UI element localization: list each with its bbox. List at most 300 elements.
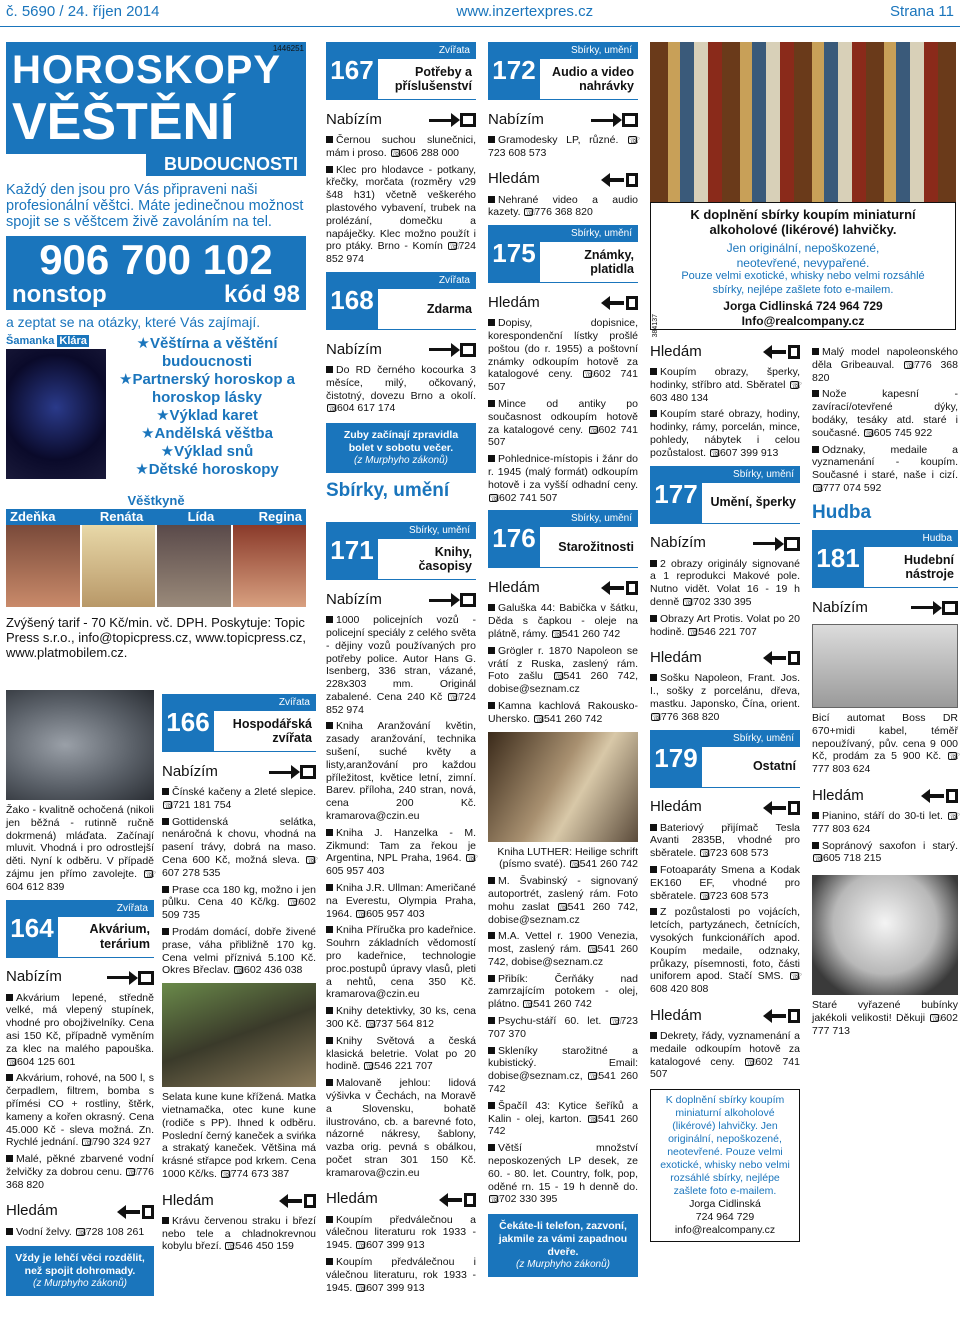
parrot-ad: Žako - kvalitně ochočená (nikoli jen běžná - rutinně ručně dokrmená) mláďata. Začínají mluvit. Vhodná i pro odrostlejší děti. Nyní k odběru. V případě zájmu jen přímo zavolejte.	[6, 804, 154, 880]
phone[interactable]: 721 181 754	[173, 798, 232, 811]
phone-icon: ☏	[127, 1166, 139, 1177]
classified-item: Knihy detektivky, 30 ks, cena 300 Kč.	[326, 1005, 476, 1031]
phone[interactable]: 777 803 624	[812, 763, 871, 776]
drum-machine-photo	[812, 624, 958, 708]
classified-item: Větší množství neposkozených LP desek, ze 60. - 80. let. Country, folk, pop, oděné rn. 15 - 19 h denně do.	[488, 1142, 638, 1193]
phone-icon: ☏	[490, 1194, 502, 1205]
rubric-175: 175 Sbírky, umění Známky, platidla	[488, 225, 638, 283]
offer-heading: Nabízím	[326, 110, 382, 128]
classified-item: Mince od antiky po současnost odkoupím hotově za katalogové ceny.	[488, 397, 638, 436]
wanted-arrow-icon	[117, 1205, 154, 1219]
rubric-166: 166 Zvířata Hospodářská zvířata	[162, 694, 316, 752]
rubric-176: 176 Sbírky, umění Starožitnosti	[488, 510, 638, 568]
bullet-icon	[650, 615, 657, 622]
classified-item: Kniha Příručka pro kadeřnice. Souhrn základních vědomostí pro kadeřnice, technologie proc.postupů úpravy vlasů, pleti a nehtů, cena 350 Kč. kramarova@czin.eu	[326, 924, 476, 1001]
bullet-icon	[650, 368, 657, 375]
horoscope-title-block	[6, 42, 306, 154]
phone[interactable]: 777 803 624	[812, 822, 871, 835]
phone-icon: ☏	[357, 1282, 369, 1293]
nonstop-label: nonstop	[12, 280, 107, 308]
offer-arrow-icon	[269, 765, 316, 779]
bullet-icon	[162, 788, 169, 795]
classified-item: Malé, pěkné zbarvené vodní želvičky za dobrou cenu.	[6, 1153, 154, 1178]
shaman-name: Klára	[59, 335, 87, 348]
phone[interactable]: 602 741 507	[488, 368, 638, 394]
classified-item: 2 obrazy originály signované a 1 reprodukci Makové pole. Nutno vidět. Volat 16 - 19 h denně	[650, 557, 800, 608]
bullet-icon	[326, 366, 333, 373]
classified-item: Akvárium lepené, středně velké, má vlepený stupínek, vhodné pro obojživelníky. Cena asi 150 Kč, případně vyměním za klec na malého papouška.	[6, 991, 154, 1055]
service-item: ★Výklad karet	[156, 407, 258, 425]
phone[interactable]: 541 260 742	[533, 998, 592, 1011]
classified-item: Staré vyřazené bubínky jakékoli velikosti! Děkuji	[812, 999, 958, 1024]
offer-heading: Nabízím	[488, 110, 544, 128]
offer-arrow-icon	[429, 113, 476, 127]
classified-item: Špačíl 43: Kytice šeříků a Kalin - olej, karton.	[488, 1099, 638, 1125]
classified-item: Přibík: Čerňáky nad zamrzajícím potokem - olej, plátno.	[488, 972, 638, 1011]
wanted-heading: Hledám	[650, 649, 702, 667]
phone[interactable]: 723 608 573	[488, 146, 547, 159]
classified-item: Kniha J. Hanzelka - M. Zikmund: Tam za řekou je Argentina, NPL Praha, 1964.	[326, 826, 476, 865]
bullet-icon	[650, 410, 657, 417]
miniature-bottles-ad	[650, 202, 956, 330]
wanted-heading: Hledám	[488, 170, 540, 188]
site-url[interactable]: www.inzertexpres.cz	[456, 2, 594, 20]
rubric-179: 179 Sbírky, umění Ostatní	[650, 730, 800, 788]
phone-icon: ☏	[949, 751, 960, 762]
classified-item: Nože kapesní - zavírací/otevřené dýky, bodáky, tesáky atd. staré i současné.	[812, 388, 958, 439]
wanted-heading: Hledám	[650, 342, 702, 360]
teller-name: Regina	[258, 508, 302, 524]
phone-icon: ☏	[949, 810, 960, 821]
classified-item: Dopisy, dopisnice, korespondenční lístky prošlé poštou (do r. 1955) a poštovní známky odkoupím hotově za katalogové ceny.	[488, 317, 638, 381]
teller-photos	[6, 525, 306, 607]
rubric-171: 171 Sbírky, umění Knihy, časopisy	[326, 522, 476, 580]
classified-item: Pohlednice-místopis i žánr do r. 1945 (malý formát) odkoupím hotově i za vyšší odhadní ceny.	[488, 453, 638, 491]
teller-photo	[6, 525, 80, 607]
rubric-title: Akvárium, terárium	[89, 922, 150, 951]
horoscope-lead: Každý den jsou pro Vás připraveni naši profesionální věštci. Máte jedinečnou možnost spojit se s věštcem živě zavoláním na tel.	[6, 181, 304, 230]
phone-icon: ☏	[534, 713, 547, 724]
bullet-icon	[812, 842, 819, 849]
classified-item: Dekrety, řády, vyznamenání a medaile odkoupím hotově za katalogové ceny.	[650, 1029, 800, 1068]
page-header	[0, 0, 960, 24]
phone-icon: ☏	[83, 1137, 95, 1148]
classified-item: Do RD černého kocourka 3 měsíce, milý, očkovaný, čistotný, dovezu Brno a okolí.	[326, 363, 476, 402]
phone-icon: ☏	[589, 1071, 601, 1082]
ad-line: Jorga Cidlinská 724 964 729	[723, 299, 883, 314]
phone-icon: ☏	[467, 853, 479, 864]
phone-icon: ☏	[814, 482, 826, 493]
phone-icon: ☏	[558, 901, 570, 912]
horoscope-title: HOROSKOPY	[12, 48, 282, 92]
quote-box: Vždy je lehčí věci rozdělit, než spojit dohromady. (z Murphyho zákonů)	[6, 1246, 154, 1296]
section-spacer	[326, 502, 476, 516]
phone-icon: ☏	[307, 854, 319, 865]
bullet-icon	[162, 818, 169, 825]
phone-icon: ☏	[584, 369, 596, 380]
service-item: ★Partnerský horoskop a horoskop lásky	[118, 371, 295, 407]
phone-icon: ☏	[8, 1056, 20, 1067]
phone-icon: ☏	[791, 971, 803, 982]
column-records-antiques	[488, 38, 641, 1326]
phone[interactable]: 604 612 839	[6, 880, 65, 893]
service-list	[108, 335, 306, 479]
snare-drum-photo	[812, 875, 958, 995]
phone-icon: ☏	[652, 711, 664, 722]
column-art-jewelry	[650, 336, 803, 1326]
phone[interactable]: 607 399 913	[366, 1239, 425, 1252]
bottles-photo	[650, 42, 956, 202]
classified-item: Prodám domácí, dobře živené prase, váha přibližně 170 kg. Cena velmi příznivá 5.100 Kč. Okres Břeclav.	[162, 925, 316, 977]
phone-icon: ☏	[689, 626, 701, 637]
classified-item: Sopránový saxofon i starý.	[822, 839, 958, 852]
phone-icon: ☏	[357, 1240, 369, 1251]
phone-icon: ☏	[221, 1168, 234, 1179]
teller-name: Lída	[187, 508, 215, 524]
bullet-icon	[488, 400, 495, 407]
classified-item: Akvárium, rohové, na 500 l, s čerpadlem, filtrem, bomba s přímési CO + rostliny, štěrk, kameny a kořen okrasný. Cena 45.000 Kč - sleva možná. Zn. Rychlé jednání.	[6, 1072, 154, 1149]
phone[interactable]: 604 125 601	[17, 1055, 76, 1068]
phone[interactable]: 546 221 707	[698, 625, 757, 638]
phone[interactable]: 776 368 820	[6, 1165, 154, 1191]
offer-heading: Nabízím	[6, 968, 154, 988]
classified-item: M.A. Vettel r. 1900 Venezia, most, zaslený rám.	[488, 930, 638, 956]
bullet-icon	[488, 319, 495, 326]
phone[interactable]: 776 368 820	[812, 358, 958, 384]
ask-text: a zeptat se na otázky, které Vás zajímají.	[6, 313, 261, 330]
wanted-heading: Hledám	[162, 1191, 316, 1211]
bullet-icon	[326, 1037, 333, 1044]
fortune-title: VĚŠTĚNÍ	[12, 92, 235, 151]
service-item: ★Věštírna a věštění budoucnosti	[136, 335, 278, 371]
phone[interactable]: 723 608 573	[710, 889, 769, 902]
piglets-photo	[162, 983, 316, 1087]
classified-item: Malovaně jehlou: lidová výšivka v Čechách, na Moravě a Slovensku, bohatě ilustrováno, cb. a barevné foto, názorné nákresy, šablony, vazba orig. pevná s obálkou, počet stran 301 150 Kč. kramarova@czin.eu	[326, 1077, 476, 1179]
classified-item: Kniha J.R. Ullman: Američané na Everestu, Olympia Praha, 1964.	[326, 882, 476, 920]
phone[interactable]: 723 608 573	[710, 847, 769, 860]
horoscope-ad	[6, 42, 306, 677]
photo-caption: Kniha LUTHER: Heilige schrift (písmo svaté).	[497, 845, 638, 871]
classified-item: Grögler r. 1870 Napoleon se vrátí z Ruska, zaslený rám. Foto zašlu	[488, 644, 638, 683]
phone[interactable]: 602 777 713	[812, 1011, 958, 1037]
phone-icon: ☏	[746, 1056, 758, 1067]
bullet-icon	[488, 1144, 495, 1151]
shaman-label: Šamanka	[6, 335, 55, 348]
phone[interactable]: 602 741 507	[499, 491, 558, 504]
phone[interactable]: 541 260 742	[488, 1112, 638, 1138]
column-farm-animals	[162, 688, 319, 1326]
classified-item: Gramodesky LP, různé.	[498, 134, 619, 146]
bullet-icon	[326, 926, 333, 933]
phone-icon: ☏	[391, 147, 403, 158]
rubric-number: 164	[6, 901, 58, 957]
offer-arrow-icon	[107, 971, 154, 985]
phone[interactable]: 774 673 387	[230, 1167, 290, 1180]
bullet-icon	[326, 616, 333, 623]
teller-name: Zdeňka	[10, 508, 56, 524]
phone-icon: ☏	[289, 897, 301, 908]
classified-item: Odznaky, medaile a vyznamenání - koupím. Současné i staré, naše i cizí.	[812, 443, 958, 482]
phone[interactable]: 605 718 215	[823, 852, 882, 865]
issue-label: č. 5690 / 24. říjen 2014	[6, 2, 160, 20]
classified-item: Čínské kačeny a 2leté slepice.	[172, 786, 316, 798]
bullet-icon	[6, 994, 13, 1001]
phone-number[interactable]: 906 700 102	[39, 235, 273, 283]
ad-line: Jen originální, nepoškozené,	[726, 241, 880, 255]
phone[interactable]: 607 278 535	[162, 866, 221, 879]
teller-photo	[157, 525, 231, 607]
phone[interactable]: 546 450 159	[235, 1240, 294, 1253]
offer-heading: Nabízím	[162, 762, 316, 782]
ad-line: sbírky, nejlépe zašlete foto e-mailem.	[712, 283, 894, 296]
phone-icon: ☏	[791, 379, 803, 390]
quote-box: Čekáte-li telefon, zazvoní, jakmile za vámi zapadnou dveře. (z Murphyho zákonů)	[488, 1214, 638, 1277]
phone-icon: ☏	[552, 628, 565, 639]
phone-icon: ☏	[525, 207, 537, 218]
ad-id: 384137	[652, 314, 659, 338]
bullet-icon	[812, 446, 819, 453]
phone[interactable]: 776 368 820	[534, 206, 593, 219]
bullet-icon	[488, 647, 495, 654]
bullet-icon	[326, 166, 333, 173]
phone-icon: ☏	[164, 799, 176, 810]
teller-name: Renáta	[99, 508, 144, 524]
phone[interactable]: 608 420 808	[650, 983, 709, 996]
phone[interactable]: 541 260 742	[488, 1070, 638, 1096]
bullet-icon	[488, 932, 495, 939]
bullet-icon	[488, 1102, 495, 1109]
phone-icon: ☏	[490, 492, 502, 503]
classified-item: Bicí automat Boss DR 670+midi kabel, téměř nepoužívaný, pův. cena 9 000 Kč, prodám za 5 900 Kč.	[812, 711, 958, 763]
wanted-heading: Hledám	[488, 294, 540, 312]
phone[interactable]: 605 957 403	[326, 865, 385, 878]
section-title: Hudba	[812, 501, 872, 523]
phone[interactable]: 602 436 038	[244, 964, 303, 977]
phone[interactable]: 602 509 735	[162, 896, 316, 922]
code-label: kód 98	[223, 280, 300, 308]
offer-heading: Nabízím	[326, 590, 382, 608]
phone-icon: ☏	[701, 890, 713, 901]
bullet-icon	[326, 136, 333, 143]
phone-icon: ☏	[710, 447, 723, 458]
phone[interactable]: 776 368 820	[661, 710, 720, 723]
classified-item: Klec pro hlodavce - potkany, křečky, morčata (rozměry v29 š48 h31) včetně veškerého plastového vybavení, trubek na prolézání, domečku a napáječky. Klec možno použít i pro ptáky. Brno - Komín	[326, 163, 476, 253]
bullet-icon	[488, 975, 495, 982]
phone-icon: ☏	[629, 135, 641, 145]
classified-item: Koupím obrazy, šperky, hodinky, stříbro atd. Sběratel	[650, 366, 800, 391]
wanted-heading: Hledám	[6, 1202, 154, 1222]
phone[interactable]: 603 480 134	[650, 391, 709, 404]
phone[interactable]: 602 741 507	[488, 423, 638, 449]
wanted-heading: Hledám	[326, 1190, 378, 1208]
bullet-icon	[162, 886, 169, 893]
phone-icon: ☏	[365, 1061, 377, 1072]
rubric-177: 177 Sbírky, umění Umění, šperky	[650, 466, 800, 524]
horoscope-footer: Zvýšený tarif - 70 Kč/min. vč. DPH. Poskytuje: Topic Press s.r.o., info@topicpress.cz, www.topicpress.cz, www.platmobilem.cz.	[6, 614, 307, 660]
phone[interactable]: 541 260 742	[561, 627, 621, 640]
phone[interactable]: 607 399 913	[366, 1281, 425, 1294]
bullet-icon	[162, 1217, 169, 1224]
phone[interactable]: 724 852 974	[326, 690, 476, 716]
section-title: Sbírky, umění	[326, 479, 450, 501]
bullet-icon	[488, 455, 495, 462]
rubric-172: 172 Sbírky, umění Audio a video nahrávky	[488, 42, 638, 100]
rubric-category: Zvířata	[58, 901, 154, 917]
quote-box: Zuby začínají zpravidla bolet v sobotu večer. (z Murphyho zákonů)	[326, 423, 476, 473]
offer-heading: Nabízím	[326, 340, 382, 358]
bullet-icon	[488, 1017, 495, 1024]
phone[interactable]: 790 324 927	[92, 1136, 151, 1149]
bullet-icon	[812, 812, 819, 819]
bullet-icon	[812, 348, 819, 355]
phone[interactable]: 541 260 742, dobise@seznam.cz	[488, 670, 638, 696]
ad-email[interactable]: info@realcompany.cz	[674, 1224, 776, 1237]
phone[interactable]: 724 852 974	[326, 240, 476, 266]
classified-item: 1000 policejních vozů - policejní speciály z celého světa - dějiny vozů používaných pro potřeby police. Autor Hans G. Isenberg, 336 stran, vázané, 228x303 mm. Originál zabalené. Cena 240 Kč	[326, 614, 476, 703]
bullet-icon	[488, 702, 495, 709]
ad-line: neotevřené, nevypařené.	[736, 255, 870, 270]
classified-item: Fotoaparáty Smena a Kodak EK160 EF, vhodné pro sběratele.	[650, 863, 800, 902]
header-rule	[0, 26, 960, 27]
column-music	[812, 336, 958, 1326]
wanted-heading: Hledám	[812, 786, 864, 804]
phone-icon: ☏	[931, 1012, 943, 1023]
classified-item: Gottidenská selátka, nenáročná k chovu, vhodná na pasení trávy, dobrá na maso. Cena 600 Kč, možná sleva.	[162, 815, 316, 866]
bullet-icon	[650, 824, 657, 831]
phone[interactable]: 606 288 000	[400, 146, 460, 159]
bullet-icon	[488, 877, 495, 884]
bullet-icon	[650, 866, 657, 873]
phone-icon: ☏	[76, 1226, 89, 1237]
classified-item: Koupím předválečnou a válečnou literaturu rok 1933 - 1945.	[326, 1213, 476, 1252]
teller-photo	[82, 525, 156, 607]
bullet-icon	[6, 1228, 13, 1235]
phone-icon: ☏	[366, 1019, 378, 1030]
bullet-icon	[326, 884, 333, 891]
classified-item: Krávu červenou straku i březí nebo tele a chladnokrevnou kobylu březí.	[162, 1214, 316, 1253]
phone[interactable]: 737 564 812	[375, 1018, 434, 1031]
classified-item: Sošku Napoleon, Frant. Jos. I., sošky z porcelánu, dřeva, mastku. Japonsko, Čína, orient.	[650, 672, 800, 710]
future-label: BUDOUCNOSTI	[146, 154, 306, 176]
fortune-tellers-label: Věštkyně	[127, 493, 185, 509]
phone-icon: ☏	[611, 1016, 623, 1027]
phone[interactable]: 602 741 507	[650, 1055, 800, 1081]
bullet-icon	[488, 1047, 495, 1054]
phone[interactable]: 723 707 370	[488, 1015, 638, 1040]
phone-icon: ☏	[905, 359, 917, 370]
phone[interactable]: 607 399 913	[719, 446, 779, 459]
bullet-icon	[488, 136, 495, 143]
ad-line: Pouze velmi exotické, whisky nebo velmi rozsáhlé	[681, 270, 925, 283]
bullet-icon	[488, 604, 495, 611]
service-item: ★Dětské horoskopy	[135, 461, 279, 479]
service-item: ★Výklad snů	[160, 443, 254, 461]
offer-heading: Nabízím	[650, 534, 706, 552]
phone-icon: ☏	[226, 1241, 238, 1252]
rubric-168: 168 Zvířata Zdarma	[326, 272, 476, 330]
phone[interactable]: 541 260 742, dobise@seznam.cz	[488, 943, 638, 968]
bullet-icon	[326, 1079, 333, 1086]
phone-block	[6, 236, 306, 310]
phone[interactable]: 604 617 174	[337, 402, 396, 415]
phone-icon: ☏	[328, 403, 340, 414]
phone-icon: ☏	[588, 944, 600, 955]
shaman-photo	[6, 349, 106, 479]
rubric-164	[6, 900, 154, 958]
phone-icon: ☏	[570, 859, 582, 870]
phone-icon: ☏	[357, 908, 369, 919]
rubric-181: 181 Hudba Hudební nástroje	[812, 530, 958, 588]
phone[interactable]: 605 745 922	[873, 426, 933, 439]
phone-icon: ☏	[145, 868, 157, 879]
bullet-icon	[488, 196, 495, 203]
bottles-ad-small: K doplnění sbírky koupím miniaturní alkoholové (likérové) lahvičky. Jen originální, nepoškozené, neotevřené. Pouze velmi exotické, whisky nebo velmi rozsáhlé sbírky, nejlépe zašlete foto e-mailem. Jorga Cidlinská 724 964 729 info@realcompany.cz	[650, 1089, 800, 1242]
classified-item: Galuška 44: Babička v šátku, Děda s čapkou - oleje na plátně, rámy.	[488, 602, 638, 640]
phone-icon: ☏	[449, 241, 461, 252]
phone-icon: ☏	[235, 965, 247, 976]
phone[interactable]: 702 330 395	[693, 595, 752, 608]
bullet-icon	[650, 674, 657, 681]
classified-item: Koupím staré obrazy, hodiny, hodinky, rámy, porcelán, mince, pohledy, nábytek i celou pozůstalost.	[650, 408, 800, 459]
classified-item: M. Švabinský - signovaný autoportrét, zaslený rám. Foto mohu zaslat	[488, 875, 638, 913]
classified-item: Psychu-stáří 60. let.	[498, 1015, 602, 1028]
phone[interactable]: 777 074 592	[823, 481, 882, 494]
phone-icon: ☏	[449, 691, 461, 702]
classified-item: Skleníky starožitné a kubistický. Email: dobise@seznam.cz,	[488, 1044, 638, 1083]
book-photo	[488, 732, 638, 842]
rubric-167: 167 Zvířata Potřeby a příslušenství	[326, 42, 476, 100]
phone[interactable]: 605 957 403	[366, 907, 425, 920]
classified-item: Kamna kachlová Rakousko-Uhersko.	[488, 699, 638, 725]
phone[interactable]: 541 260 742, dobise@seznam.cz	[488, 900, 638, 926]
bullet-icon	[162, 928, 169, 935]
horoscope-ad-id: 1446251	[272, 44, 304, 53]
classified-item: Prase cca 180 kg, možno i jen půlku. Cena 40 Kč/kg.	[162, 883, 316, 909]
classified-item: Bateriový přijímač Tesla Avanti 2835B, vhodné pro sběratele.	[650, 821, 800, 860]
bullet-icon	[326, 722, 333, 729]
fortune-services	[6, 335, 306, 495]
phone-icon: ☏	[701, 848, 713, 859]
phone[interactable]: 541 260 742	[579, 858, 638, 871]
phone-icon: ☏	[814, 853, 826, 864]
classified-item: Kniha Aranžování květin, zasady aranžování, technika sušení, suché květy a listy,aranžování pro každou příležitost, květice letní, zimní. Barev. příloha, 240 stran, nová, cena 200 Kč. kramarova@czin.eu	[326, 720, 476, 823]
bullet-icon	[326, 1258, 333, 1265]
classified-item: Z pozůstalosti po vojácích, letcích, partyzánech, četnících, vysokých funkcionářích apod. Koupím medaile, odznaky, průkazy, písemnosti, foto, části uniforem apod. Stačí SMS.	[650, 906, 800, 983]
page-number: Strana 11	[890, 2, 954, 20]
phone-icon: ☏	[684, 596, 696, 607]
classified-item: Selata kune kune křížená. Matka vietnamačka, otec kune kune (rodiče s PP). Ihned k odběru. Poslední černý kaneček a svińka a strakatý kaneček. Většina má krásné střapce pod krkem. Cena 1000 Kč/ks.	[162, 1091, 316, 1180]
column-supplies-books	[326, 38, 479, 1326]
service-item: ★Andělská věštba	[141, 425, 273, 443]
classified-item: Černou suchou slunečnici, mám i proso.	[326, 134, 476, 159]
wanted-heading: Hledám	[488, 579, 540, 597]
classified-item: Obrazy Art Protis. Volat po 20 hodině.	[650, 612, 800, 638]
phone-icon: ☏	[588, 1113, 601, 1124]
classified-item: Vodní želvy.	[16, 1225, 72, 1238]
phone[interactable]: 728 108 261	[85, 1225, 145, 1238]
ad-title: K doplnění sbírky koupím miniaturní alkoholové (likérové) lahvičky.	[690, 207, 916, 237]
phone[interactable]: 541 260 742	[543, 712, 603, 725]
phone[interactable]: 546 221 707	[374, 1060, 433, 1073]
wanted-heading: Hledám	[650, 1006, 702, 1024]
offer-heading: Nabízím	[812, 598, 868, 616]
classified-item: Koupím předválečnou i válečnou literaturu, rok 1933 - 1945.	[326, 1255, 476, 1294]
bullet-icon	[6, 1074, 13, 1081]
teller-photo	[233, 525, 307, 607]
classified-item: Knihy Světová a česká klasická beletrie. Volat po 20 hodině.	[326, 1034, 476, 1073]
ad-email[interactable]: Info@realcompany.cz	[741, 313, 865, 328]
phone[interactable]: 702 330 395	[499, 1193, 558, 1206]
